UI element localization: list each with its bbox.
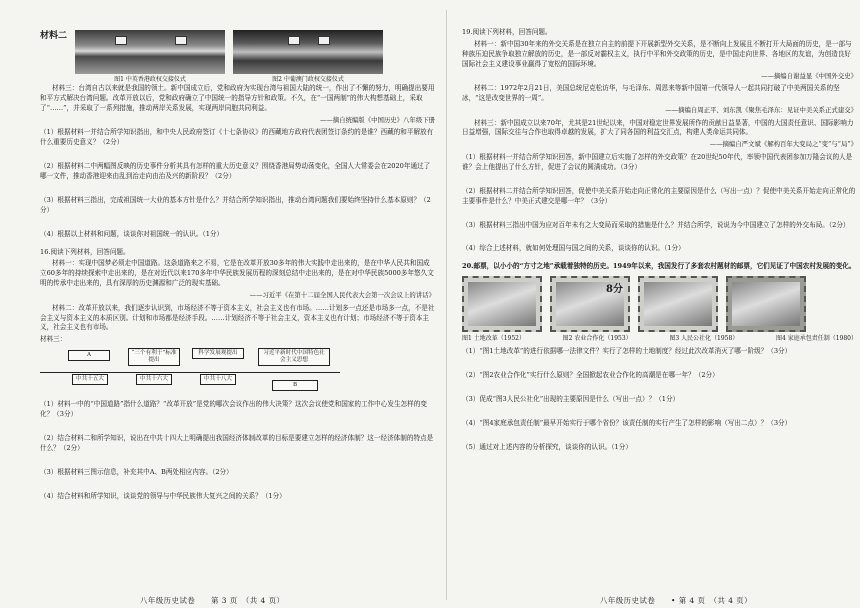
question-16-3: （3）根据材料三图示信息，补充其中A、B两处相应内容。（2分） xyxy=(40,467,233,476)
stamp-value: 8分 xyxy=(606,284,623,296)
section-19-material-2-source: ——摘编自周正平、刘东凯《聚焦毛泽东：见证中美关系正式建交》 xyxy=(665,105,857,114)
photo-row xyxy=(40,30,435,84)
flow-box-scientific-outlook: 科学发展观提出 xyxy=(192,348,244,359)
question-19-4: （4）综合上述材料，就如何处理国与国之间的关系，谈谈你的认识。（1分） xyxy=(462,244,685,253)
section-16-material-1: 材料一：实现中国梦必须走中国道路。这条道路来之不易，它是在改革开放30多年的伟大实践中走出来的，是在中华人民共和国成立60多年的持续探索中走出来的，是在对近代以来170多年中华民族发展历程的深刻总结中走出来的，是在对中华民族5000多年悠久文明的传承中走出来的，具有深厚的历史渊源和广泛的现实基础。 xyxy=(40,259,434,288)
section-16-title: 16.阅读下列材料，回答问题。 xyxy=(40,247,130,256)
stamp-caption-4: 图4 家庭承包责任制（1980） xyxy=(775,335,857,343)
page-divider xyxy=(446,10,447,600)
section-16-material-2: 材料二：改革开放以来，我们逐步认识到，市场经济不等于资本主义，社会主义也有市场。……计划多一点还是市场多一点，不是社会主义与资本主义的本质区别。计划和市场都是经济手段。……计划经济不等于社会主义，资本主义也有计划；市场经济不等于资本主义，社会主义也有市场。 xyxy=(40,303,435,332)
question-16-1: （1）材料一中的“中国道路”指什么道路？“改革开放”是党的哪次会议作出的伟大决策？这次会议使党和国家的工作中心发生怎样的变化？（3分） xyxy=(40,400,427,419)
question-15-3: （3）根据材料三指出，完成祖国统一大业的基本方针是什么？并结合所学知识指出，推动台湾问题我们要始终坚持什么基本原则？（2分） xyxy=(40,195,431,214)
stamp-household-responsibility xyxy=(726,276,806,332)
photo-2-box xyxy=(233,30,383,84)
question-20-1: （1）“图1土地改革”的进行依据哪一法律文件？实行了怎样的土地制度？经过此次改革消灭了哪一阶级？（3分） xyxy=(462,347,792,356)
flow-node-15th-congress: 中共十五大 xyxy=(72,374,108,385)
stamp-land-reform xyxy=(462,276,542,332)
flow-box-b: B xyxy=(272,380,318,391)
stamp-agricultural-cooperation xyxy=(550,276,630,332)
stamp-peoples-commune xyxy=(638,276,718,332)
question-15-2: （2）根据材料二中两幅图反映的历史事件分析其具有怎样的重大历史意义？围绕香港局势动荡变化，全国人大常委会在2020年通过了哪一文件，推动香港迎来由乱到治走向由治及兴的新阶段？（2分） xyxy=(40,162,431,180)
footer-page-4: 八年级历史试卷 • 第 4 页 （共 4 页） xyxy=(600,596,753,605)
question-15-4: （4）根据以上材料和问题，谈谈你对祖国统一的认识。（1分） xyxy=(40,229,224,238)
footer-page-3: 八年级历史试卷 第 3 页 （共 4 页） xyxy=(140,596,285,605)
flow-box-xi-thought: 习近平新时代中国特色社会主义思想 xyxy=(258,348,330,366)
flow-timeline xyxy=(40,372,340,373)
page-4 xyxy=(462,28,857,588)
stamp-caption-3: 图3 人民公社化（1958） xyxy=(669,335,739,343)
section-19-material-1: 材料一：新中国30年来的外交关系是在独立自主的前提下开展新型外交关系，是不断向上发展且不断打开大局面的历史，是一部与种族压迫民族争取独立解放的历史，是一部反对霸权主义，执行中平和外交政策的历史，是中国走向世界、各地区的友谊，为创造良好国际社会主义建设事业赢得了宽松的国际环境。 xyxy=(462,39,852,68)
question-20-4: （4）“图4家庭承包责任制”最早开始实行于哪个省份？该责任制的实行产生了怎样的影响（写出二点）？（3分） xyxy=(462,418,792,427)
section-16-material-3-label: 材料三： xyxy=(40,335,67,344)
flow-node-16th-congress: 中共十六大 xyxy=(136,374,172,385)
flow-box-a: A xyxy=(68,350,110,361)
question-20-2: （2）“图2农业合作化”实行什么原则？全国掀起农业合作化的高潮是在哪一年？（2分） xyxy=(462,371,719,380)
section-19-material-3: 材料三：新中国成立以来70年，尤其是21世纪以来，中国对稳定世界发展所作的贡献日益显著，中国的大国责任意识、国际影响力日益增强，国际交往与合作也取得卓越的发展，扩大了同各国的利益交汇点，构建人类命运共同体。 xyxy=(462,118,854,137)
stamp-caption-2: 图2 农业合作化（1953） xyxy=(562,335,632,343)
flow-node-18th-congress: 中共十八大 xyxy=(200,374,236,385)
question-19-2: （2）根据材料二并结合所学知识回答，促使中美关系开始走向正常化的主要原因是什么（写出一点）？促使中美关系开始走向正常化的主要事件是什么？中美正式建交是哪一年？（3分） xyxy=(462,186,856,205)
stamp-row xyxy=(462,276,857,332)
question-19-1: （1）根据材料一并结合所学知识回答，新中国建立后实施了怎样的外交政策？在20世纪50年代，率领中国代表团参加万隆会议的人是谁？会上他提出了什么方针，促进了会议的圆满成功。（3分） xyxy=(462,152,853,171)
page-3 xyxy=(40,28,435,588)
material-3-flowchart xyxy=(40,348,435,394)
question-20-5: （5）通过对上述内容的分析探究，谈谈你的认识。（1分） xyxy=(462,442,632,451)
material-3-source: ——摘自统编版《中国历史》八年级下册 xyxy=(319,115,435,124)
hong-kong-handover-photo xyxy=(75,30,225,74)
flow-box-three-benefits: “三个有利于”标准提出 xyxy=(128,348,180,366)
question-16-4: （4）结合材料和所学知识，谈谈党的领导与中华民族伟大复兴之间的关系？（1分） xyxy=(40,491,286,500)
question-20-3: （3）促成“图3人民公社化”出现的主要原因是什么（写出一点）？（1分） xyxy=(462,394,680,403)
section-20-title: 20.邮票，以小小的“方寸之地”承载着独特的历史。1949年以来，我国发行了多套农村题材的邮票，它们见证了中国农村发展的变化。 xyxy=(462,262,856,271)
photo-1-caption: 图1 中英香港政权交接仪式 xyxy=(114,76,186,83)
photo-2-caption: 图2 中葡澳门政权交接仪式 xyxy=(272,76,344,83)
macau-handover-photo xyxy=(233,30,383,74)
stamp-captions xyxy=(462,334,857,343)
question-15-1: （1）根据材料一并结合所学知识指出，和中央人民政府签订《十七条协议》的西藏地方政府代表团签订条约的是谁？西藏的和平解放有什么重要历史意义？（2分） xyxy=(40,128,434,147)
photo-1-box xyxy=(75,30,225,84)
material-2-label: 材料二 xyxy=(40,31,68,41)
section-19-title: 19.阅读下列材料，回答问题。 xyxy=(462,28,552,36)
material-3-text: 材料三：台湾自古以来就是我国的领土。新中国成立后，党和政府为实现台湾与祖国大陆的统一，作出了不懈的努力，明确提出要用和平方式解决台湾问题。改革开放以后，党和政府确立了中国统一的指导方针和政策。不久，在“一国两制”的伟大构想基础上，采取了“……”，并采取了一系列措施，推动两岸关系发展，实现两岸同胞共同利益。 xyxy=(40,84,435,112)
section-19-material-3-source: ——摘编自严文斌《解构百年大变局之“变”与“局”》 xyxy=(709,140,857,149)
section-19-material-1-source: ——摘编自谢益显《中国外交史》 xyxy=(761,71,857,80)
stamp-caption-1: 图1 土地改革（1952） xyxy=(462,335,525,343)
section-19-material-2: 材料二：1972年2月21日，美国总统尼克松访华，与毛泽东、周恩来等新中国第一代领导人一起共同打破了中美两国关系的坚冰，“这是改变世界的一周”。 xyxy=(462,84,840,103)
question-16-2: （2）结合材料二和所学知识，说出在中共十四大上明确提出我国经济体制改革的目标是要建立怎样的经济体制？这一经济体制的特点是什么？（2分） xyxy=(40,434,434,452)
section-16-material-1-source: ——习近平《在第十二届全国人民代表大会第一次会议上的讲话》 xyxy=(249,291,435,300)
question-19-3: （3）根据材料三指出中国为应对百年未有之大变局而采取的措施是什么？并结合所学，说说为今中国建立了怎样的外交布局。（2分） xyxy=(462,220,850,229)
